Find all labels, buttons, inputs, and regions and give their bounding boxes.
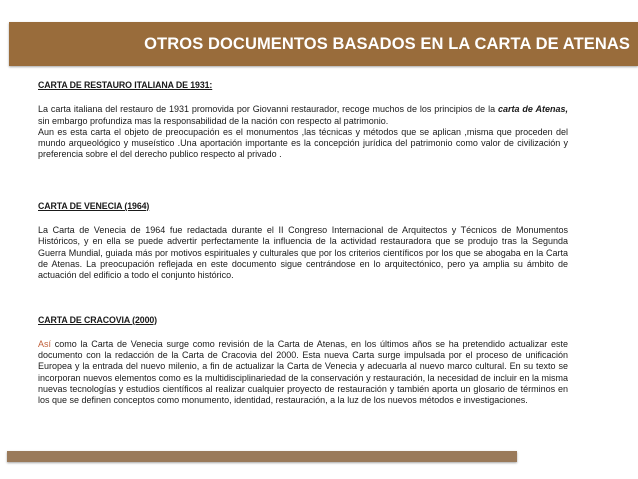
section-paragraph: Aun es esta carta el objeto de preocupación es el monumentos ,las técnicas y métodos que se aplican ,misma que proceden del mundo arqueológico y museístico .Una aportación importante es la concepción jurídica del patrimonio como valor de civilización y preferencia sobre el del derecho publico respecto al privado . <box>38 126 568 160</box>
paragraph-text: como la Carta de Venecia surge como revisión de la Carta de Atenas, en los últimos años se ha pretendido actualizar este documento con la redacción de la Carta de Cracovia del 2000. Esta nueva Carta surge impulsada por el proceso de unificación Europea y la entrada del nuevo milenio, a fin de actualizar la Carta de Venecia y adecuarla al nuevo marco cultural. En su texto se incorporan nuevos elementos como es la multidisciplinariedad de la conservación y restauración, la necesidad de incluir en la misma nuevas tecnologías y estudios científicos al realizar cualquier proyecto de restauración y también aporta un glosario de términos en los que se definen conceptos como monumento, identidad, restauración, a la luz de los nuevos métodos e investigaciones. <box>38 338 568 406</box>
section-heading: CARTA DE VENECIA (1964) <box>38 200 150 211</box>
slide-title: OTROS DOCUMENTOS BASADOS EN LA CARTA DE ATENAS <box>144 35 630 53</box>
section-heading: CARTA DE CRACOVIA (2000) <box>38 314 157 325</box>
bottom-decorative-bar <box>7 451 517 462</box>
lead-word: Así <box>38 338 52 349</box>
paragraph-text: La carta italiana del restauro de 1931 promovida por Giovanni restaurador, recoge muchos de los principios de la <box>38 104 498 115</box>
spacer <box>38 282 568 315</box>
section-venecia <box>38 201 568 282</box>
section-paragraph <box>38 104 568 127</box>
spacer <box>38 161 568 201</box>
section-paragraph <box>38 339 568 407</box>
slide-content <box>38 80 568 407</box>
emphasis-text: carta de Atenas, <box>498 104 568 115</box>
section-paragraph: La Carta de Venecia de 1964 fue redactada durante el II Congreso Internacional de Arquitectos y Técnicos de Monumentos Históricos, y en ella se puede advertir perfectamente la influencia de la actividad restauradora que se produjo tras la Segunda Guerra Mundial, guiada más por motivos espirituales y culturales que por los criterios científicos por los que se abogaba en la Carta de Atenas. La preocupación reflejada en este documento sigue centrándose en lo arquitectónico, pero ya amplia su ámbito de actuación del edificio a todo el conjunto histórico. <box>38 225 568 281</box>
paragraph-text: sin embargo profundiza mas la responsabilidad de la nación con respecto al patrimonio. <box>38 115 389 126</box>
section-restauro-italiana <box>38 80 568 161</box>
title-bar <box>9 22 638 66</box>
section-cracovia <box>38 315 568 407</box>
section-heading: CARTA DE RESTAURO ITALIANA DE 1931: <box>38 80 213 90</box>
